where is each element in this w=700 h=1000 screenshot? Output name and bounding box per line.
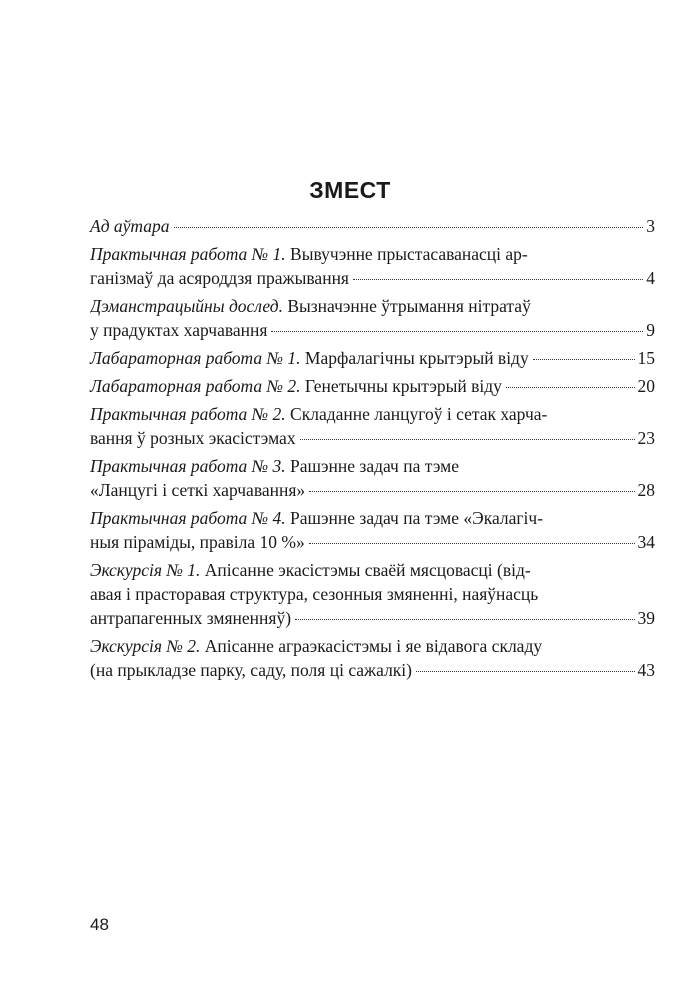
toc-entry[interactable] — [90, 402, 655, 450]
dot-leader — [174, 227, 644, 228]
toc-entry[interactable] — [90, 214, 655, 238]
toc-entry-label: Практычная работа № 2. — [90, 404, 286, 424]
toc-entry-first-line — [90, 242, 655, 266]
toc-entry[interactable] — [90, 634, 655, 682]
dot-leader — [533, 359, 635, 360]
toc-entry-label: Лабараторная работа № 1. — [90, 348, 301, 368]
toc-entry-page: 43 — [637, 660, 655, 680]
toc-entry-page: 4 — [646, 268, 655, 288]
toc-entry-label: Практычная работа № 4. — [90, 508, 286, 528]
toc-entry-label: Лабараторная работа № 2. — [90, 376, 301, 396]
toc-entry[interactable] — [90, 454, 655, 502]
toc-entry-first-line — [90, 294, 655, 318]
dot-leader — [300, 439, 635, 440]
toc-entry-text: Вывучэнне прыстасаванасці ар- — [285, 244, 528, 264]
toc-entry-page: 39 — [637, 608, 655, 628]
toc-entry-last-line — [90, 606, 655, 630]
toc-entry-label: Практычная работа № 1. — [90, 244, 286, 264]
toc-entry-page: 34 — [637, 532, 655, 552]
toc-entry-text: Апісанне аграэкасістэмы і яе відавога складу — [200, 636, 543, 656]
toc-entry-text: антрапагенных змяненняў) — [90, 608, 292, 628]
toc-entry-page: 9 — [646, 320, 655, 340]
toc-entry-last-line — [90, 266, 655, 290]
toc-entry-text: Генетычны крытэрый віду — [300, 376, 502, 396]
dot-leader — [295, 619, 634, 620]
toc-entry-last-line — [90, 346, 655, 370]
toc-entry-text: Марфалагічны крытэрый віду — [300, 348, 529, 368]
toc-entry-page: 20 — [637, 376, 655, 396]
toc-entry-first-line — [90, 506, 655, 530]
toc-entry-last-line — [90, 478, 655, 502]
toc-entry[interactable] — [90, 558, 655, 630]
toc-entry[interactable] — [90, 506, 655, 554]
toc-entry-text: (на прыкладзе парку, саду, поля ці сажалкі) — [90, 660, 412, 680]
toc-entry-last-line — [90, 658, 655, 682]
toc-entry-text: у прадуктах харчавання — [90, 320, 268, 340]
toc-entry-text: вання ў розных экасістэмах — [90, 428, 296, 448]
toc-entry-text: Апісанне экасістэмы сваёй мясцовасці (від- — [200, 560, 531, 580]
dot-leader — [309, 491, 634, 492]
toc-entry[interactable] — [90, 374, 655, 398]
toc-entry-last-line — [90, 318, 655, 342]
table-of-contents — [90, 214, 655, 686]
toc-entry-page: 28 — [637, 480, 655, 500]
toc-entry-text: ганізмаў да асяроддзя пражывання — [90, 268, 349, 288]
toc-entry-text: Складанне ланцугоў і сетак харча- — [285, 404, 548, 424]
dot-leader — [271, 331, 643, 332]
toc-entry[interactable] — [90, 242, 655, 290]
toc-entry-first-line — [90, 454, 655, 478]
toc-entry-label: Экскурсія № 1. — [90, 560, 201, 580]
toc-entry-page: 3 — [646, 216, 655, 236]
toc-entry-last-line — [90, 214, 655, 238]
toc-entry-label: Практычная работа № 3. — [90, 456, 286, 476]
toc-entry-label: Ад аўтара — [90, 216, 170, 236]
dot-leader — [353, 279, 643, 280]
dot-leader — [309, 543, 635, 544]
toc-entry-middle-line: авая і прасторавая структура, сезонныя змяненні, наяўнасць — [90, 584, 539, 604]
toc-entry-last-line — [90, 374, 655, 398]
toc-entry-last-line — [90, 426, 655, 450]
toc-entry-label: Экскурсія № 2. — [90, 636, 201, 656]
toc-entry-page: 15 — [637, 348, 655, 368]
toc-entry[interactable] — [90, 346, 655, 370]
toc-entry-text: ныя піраміды, правіла 10 %» — [90, 532, 305, 552]
dot-leader — [416, 671, 635, 672]
toc-heading: ЗМЕСТ — [309, 177, 391, 203]
toc-entry-label: Дэманстрацыйны дослед. — [90, 296, 283, 316]
toc-entry-text: Вызначэнне ўтрымання нітратаў — [282, 296, 531, 316]
toc-entry[interactable] — [90, 294, 655, 342]
toc-entry-page: 23 — [637, 428, 655, 448]
toc-entry-text: Рашэнне задач па тэме «Экалагіч- — [285, 508, 544, 528]
toc-entry-last-line — [90, 530, 655, 554]
toc-entry-text: Рашэнне задач па тэме — [285, 456, 460, 476]
dot-leader — [506, 387, 635, 388]
page-number: 48 — [90, 915, 109, 934]
toc-entry-first-line — [90, 402, 655, 426]
toc-entry-text: «Ланцугі і сеткі харчавання» — [90, 480, 306, 500]
toc-entry-first-line — [90, 634, 655, 658]
toc-entry-first-line — [90, 558, 655, 582]
